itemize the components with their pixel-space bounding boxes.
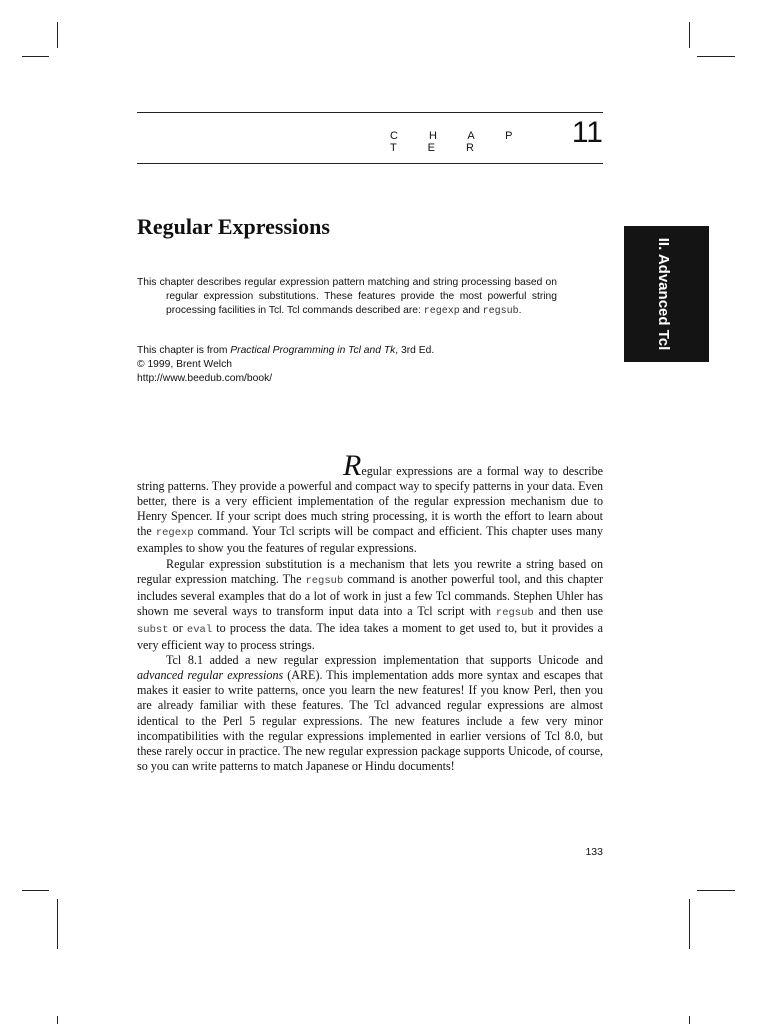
chapter-abstract [137,276,557,319]
chapter-label: C H A P T E R [390,130,527,154]
body-text [137,449,603,774]
source-line-1: This chapter is from Practical Programming in Tcl and Tk, 3rd Ed. [137,345,435,356]
crop-mark [689,899,690,949]
source-url: http://www.beedub.com/book/ [137,373,273,384]
crop-mark [22,890,49,891]
section-tab [624,226,709,362]
crop-mark [57,22,58,48]
abstract-code-regexp: regexp [423,306,460,317]
crop-mark [57,899,58,949]
abstract-text: This chapter describes regular expression pattern matching and string processing based on regular expression substitutions. These features provide the most powerful string processing facilities in Tcl. Tcl commands described are: [137,277,557,316]
emphasis: advanced regular expressions [137,668,284,683]
abstract-and: and [459,305,483,316]
crop-mark [689,22,690,48]
paragraph-1: Regular expressions are a formal way to describe string patterns. They provide a powerful and compact way to specify patterns in your data. Even better, there is a very efficient implementation of the regular expression mechanism due to Henry Spencer. If your script does much string processing, it is worth the effort to learn about the regexp command. Your Tcl scripts will be compact and efficient. This chapter uses many examples to show you the features of regular expressions. [137,449,603,556]
drop-cap: R [343,449,362,482]
inline-code: regsub [495,606,534,619]
crop-mark [697,56,735,57]
chapter-title: Regular Expressions [137,214,330,239]
source-attribution [137,344,537,386]
inline-code: regsub [305,574,344,587]
inline-code: eval [186,623,213,636]
abstract-end: . [518,305,522,316]
page-number: 133 [585,846,603,858]
crop-mark [22,56,49,57]
chapter-number: 11 [571,116,603,149]
abstract-code-regsub: regsub [482,306,519,317]
header-top-rule [137,112,603,113]
crop-mark [697,890,735,891]
paragraph-3: Tcl 8.1 added a new regular expression implementation that supports Unicode and advanced regular expressions (ARE). This implementation adds more syntax and escapes that makes it easier to write patterns, once you learn the new features! If you know Perl, then you are already familiar with these features. The Tcl advanced regular expressions are almost identical to the Perl 5 regular expressions. The new features include a few very minor incompatibilities with the regular expressions implemented in earlier versions of Tcl 8.0, but these rarely occur in practice. The new regular expression package supports Unicode, of course, so you can write patterns to match Japanese or Hindu documents! [137,653,603,773]
header-bottom-rule [137,163,603,164]
paragraph-2: Regular expression substitution is a mechanism that lets you rewrite a string based on regular expression matching. The regsub command is another powerful tool, and this chapter includes several examples that do a lot of work in just a few Tcl commands. Stephen Uhler has shown me several ways to transform input data into a Tcl script with regsub and then use subst or eval to process the data. The idea takes a moment to get used to, but it provides a very efficient way to process strings. [137,556,603,653]
book-title: Practical Programming in Tcl and Tk [230,345,396,356]
section-tab-label: II. Advanced Tcl [655,237,672,351]
crop-mark [57,1016,58,1024]
source-line-2: © 1999, Brent Welch [137,359,232,370]
inline-code: subst [137,623,169,636]
crop-mark [689,1016,690,1024]
inline-code: regexp [155,527,194,540]
